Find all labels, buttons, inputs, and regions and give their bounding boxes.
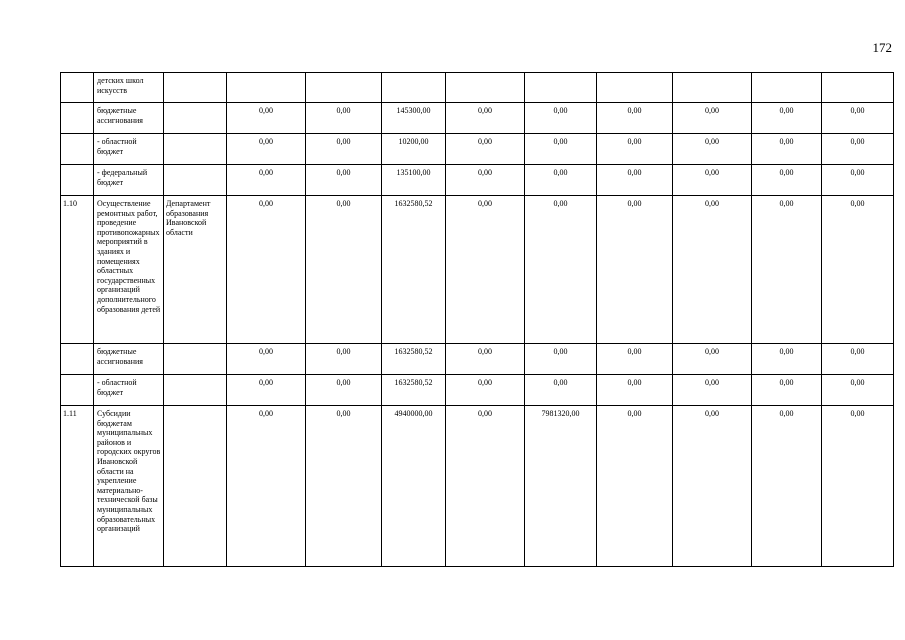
row-executor bbox=[164, 165, 227, 196]
row-value: 0,00 bbox=[227, 103, 306, 134]
row-value: 0,00 bbox=[525, 165, 597, 196]
table-row bbox=[61, 134, 894, 165]
row-value: 0,00 bbox=[227, 344, 306, 375]
row-value: 0,00 bbox=[752, 375, 822, 406]
row-value bbox=[752, 73, 822, 103]
row-executor bbox=[164, 344, 227, 375]
row-value: 0,00 bbox=[525, 103, 597, 134]
row-name: - областной бюджет bbox=[94, 134, 164, 165]
row-value: 0,00 bbox=[822, 165, 894, 196]
row-number bbox=[61, 165, 94, 196]
row-value: 0,00 bbox=[673, 375, 752, 406]
row-value: 0,00 bbox=[673, 344, 752, 375]
row-value: 0,00 bbox=[306, 406, 382, 567]
row-value: 0,00 bbox=[227, 406, 306, 567]
row-value: 0,00 bbox=[752, 406, 822, 567]
row-value: 0,00 bbox=[446, 406, 525, 567]
page-number: 172 bbox=[872, 40, 892, 55]
row-value: 10200,00 bbox=[382, 134, 446, 165]
row-value: 7981320,00 bbox=[525, 406, 597, 567]
row-value: 0,00 bbox=[227, 165, 306, 196]
row-value: 0,00 bbox=[752, 196, 822, 344]
table-row bbox=[61, 406, 894, 567]
row-value: 0,00 bbox=[446, 196, 525, 344]
row-number bbox=[61, 375, 94, 406]
row-name: Осуществление ремонтных работ, проведение противопожарных мероприятий в зданиях и помещениях областных государственных организаций дополнительного образования детей bbox=[94, 196, 164, 344]
row-value: 0,00 bbox=[525, 344, 597, 375]
row-value: 1632580,52 bbox=[382, 375, 446, 406]
row-value: 1632580,52 bbox=[382, 196, 446, 344]
row-number bbox=[61, 103, 94, 134]
row-executor: Департамент образования Ивановской области bbox=[164, 196, 227, 344]
row-number bbox=[61, 73, 94, 103]
row-value: 0,00 bbox=[525, 196, 597, 344]
row-executor bbox=[164, 103, 227, 134]
row-value bbox=[597, 73, 673, 103]
row-value: 0,00 bbox=[306, 375, 382, 406]
row-executor bbox=[164, 406, 227, 567]
row-value: 0,00 bbox=[446, 165, 525, 196]
row-value bbox=[822, 73, 894, 103]
row-value: 0,00 bbox=[446, 375, 525, 406]
row-number bbox=[61, 134, 94, 165]
row-value: 0,00 bbox=[673, 134, 752, 165]
row-value bbox=[525, 73, 597, 103]
row-value: 0,00 bbox=[822, 375, 894, 406]
row-value: 0,00 bbox=[673, 103, 752, 134]
row-value: 0,00 bbox=[306, 103, 382, 134]
row-number bbox=[61, 344, 94, 375]
row-value bbox=[306, 73, 382, 103]
row-value: 0,00 bbox=[597, 103, 673, 134]
row-value: 0,00 bbox=[597, 134, 673, 165]
table-row bbox=[61, 196, 894, 344]
row-executor bbox=[164, 375, 227, 406]
budget-table bbox=[60, 72, 894, 567]
row-value: 0,00 bbox=[752, 165, 822, 196]
row-value bbox=[446, 73, 525, 103]
row-name: бюджетные ассигнования bbox=[94, 344, 164, 375]
row-name: детских школ искусств bbox=[94, 73, 164, 103]
table-row bbox=[61, 375, 894, 406]
row-value: 0,00 bbox=[227, 375, 306, 406]
row-name: - федеральный бюджет bbox=[94, 165, 164, 196]
row-value bbox=[673, 73, 752, 103]
row-executor bbox=[164, 73, 227, 103]
row-value: 0,00 bbox=[306, 165, 382, 196]
row-name: Субсидии бюджетам муниципальных районов и городских округов Ивановской области на укрепление материально-технической базы муниципальных образовательных организаций bbox=[94, 406, 164, 567]
row-value: 0,00 bbox=[822, 406, 894, 567]
row-value: 0,00 bbox=[673, 406, 752, 567]
row-value: 0,00 bbox=[597, 406, 673, 567]
row-value: 4940000,00 bbox=[382, 406, 446, 567]
row-value: 0,00 bbox=[525, 134, 597, 165]
row-value: 0,00 bbox=[822, 344, 894, 375]
row-value: 0,00 bbox=[752, 344, 822, 375]
row-value: 0,00 bbox=[673, 196, 752, 344]
row-value: 0,00 bbox=[525, 375, 597, 406]
row-number: 1.10 bbox=[61, 196, 94, 344]
row-name: - областной бюджет bbox=[94, 375, 164, 406]
row-value: 0,00 bbox=[597, 165, 673, 196]
row-value: 0,00 bbox=[446, 134, 525, 165]
row-value: 0,00 bbox=[597, 375, 673, 406]
row-value: 0,00 bbox=[752, 134, 822, 165]
row-value bbox=[382, 73, 446, 103]
row-value: 0,00 bbox=[227, 196, 306, 344]
row-value: 0,00 bbox=[822, 134, 894, 165]
row-value: 0,00 bbox=[597, 196, 673, 344]
row-name: бюджетные ассигнования bbox=[94, 103, 164, 134]
row-value: 0,00 bbox=[446, 344, 525, 375]
row-value bbox=[227, 73, 306, 103]
row-value: 0,00 bbox=[673, 165, 752, 196]
table-row bbox=[61, 344, 894, 375]
row-value: 0,00 bbox=[822, 103, 894, 134]
row-value: 0,00 bbox=[446, 103, 525, 134]
row-executor bbox=[164, 134, 227, 165]
row-value: 0,00 bbox=[306, 344, 382, 375]
row-value: 135100,00 bbox=[382, 165, 446, 196]
row-value: 0,00 bbox=[597, 344, 673, 375]
row-value: 145300,00 bbox=[382, 103, 446, 134]
row-value: 0,00 bbox=[306, 134, 382, 165]
row-value: 0,00 bbox=[306, 196, 382, 344]
row-number: 1.11 bbox=[61, 406, 94, 567]
row-value: 0,00 bbox=[752, 103, 822, 134]
row-value: 0,00 bbox=[227, 134, 306, 165]
table-row bbox=[61, 165, 894, 196]
table-row bbox=[61, 103, 894, 134]
table-row bbox=[61, 73, 894, 103]
row-value: 1632580,52 bbox=[382, 344, 446, 375]
row-value: 0,00 bbox=[822, 196, 894, 344]
